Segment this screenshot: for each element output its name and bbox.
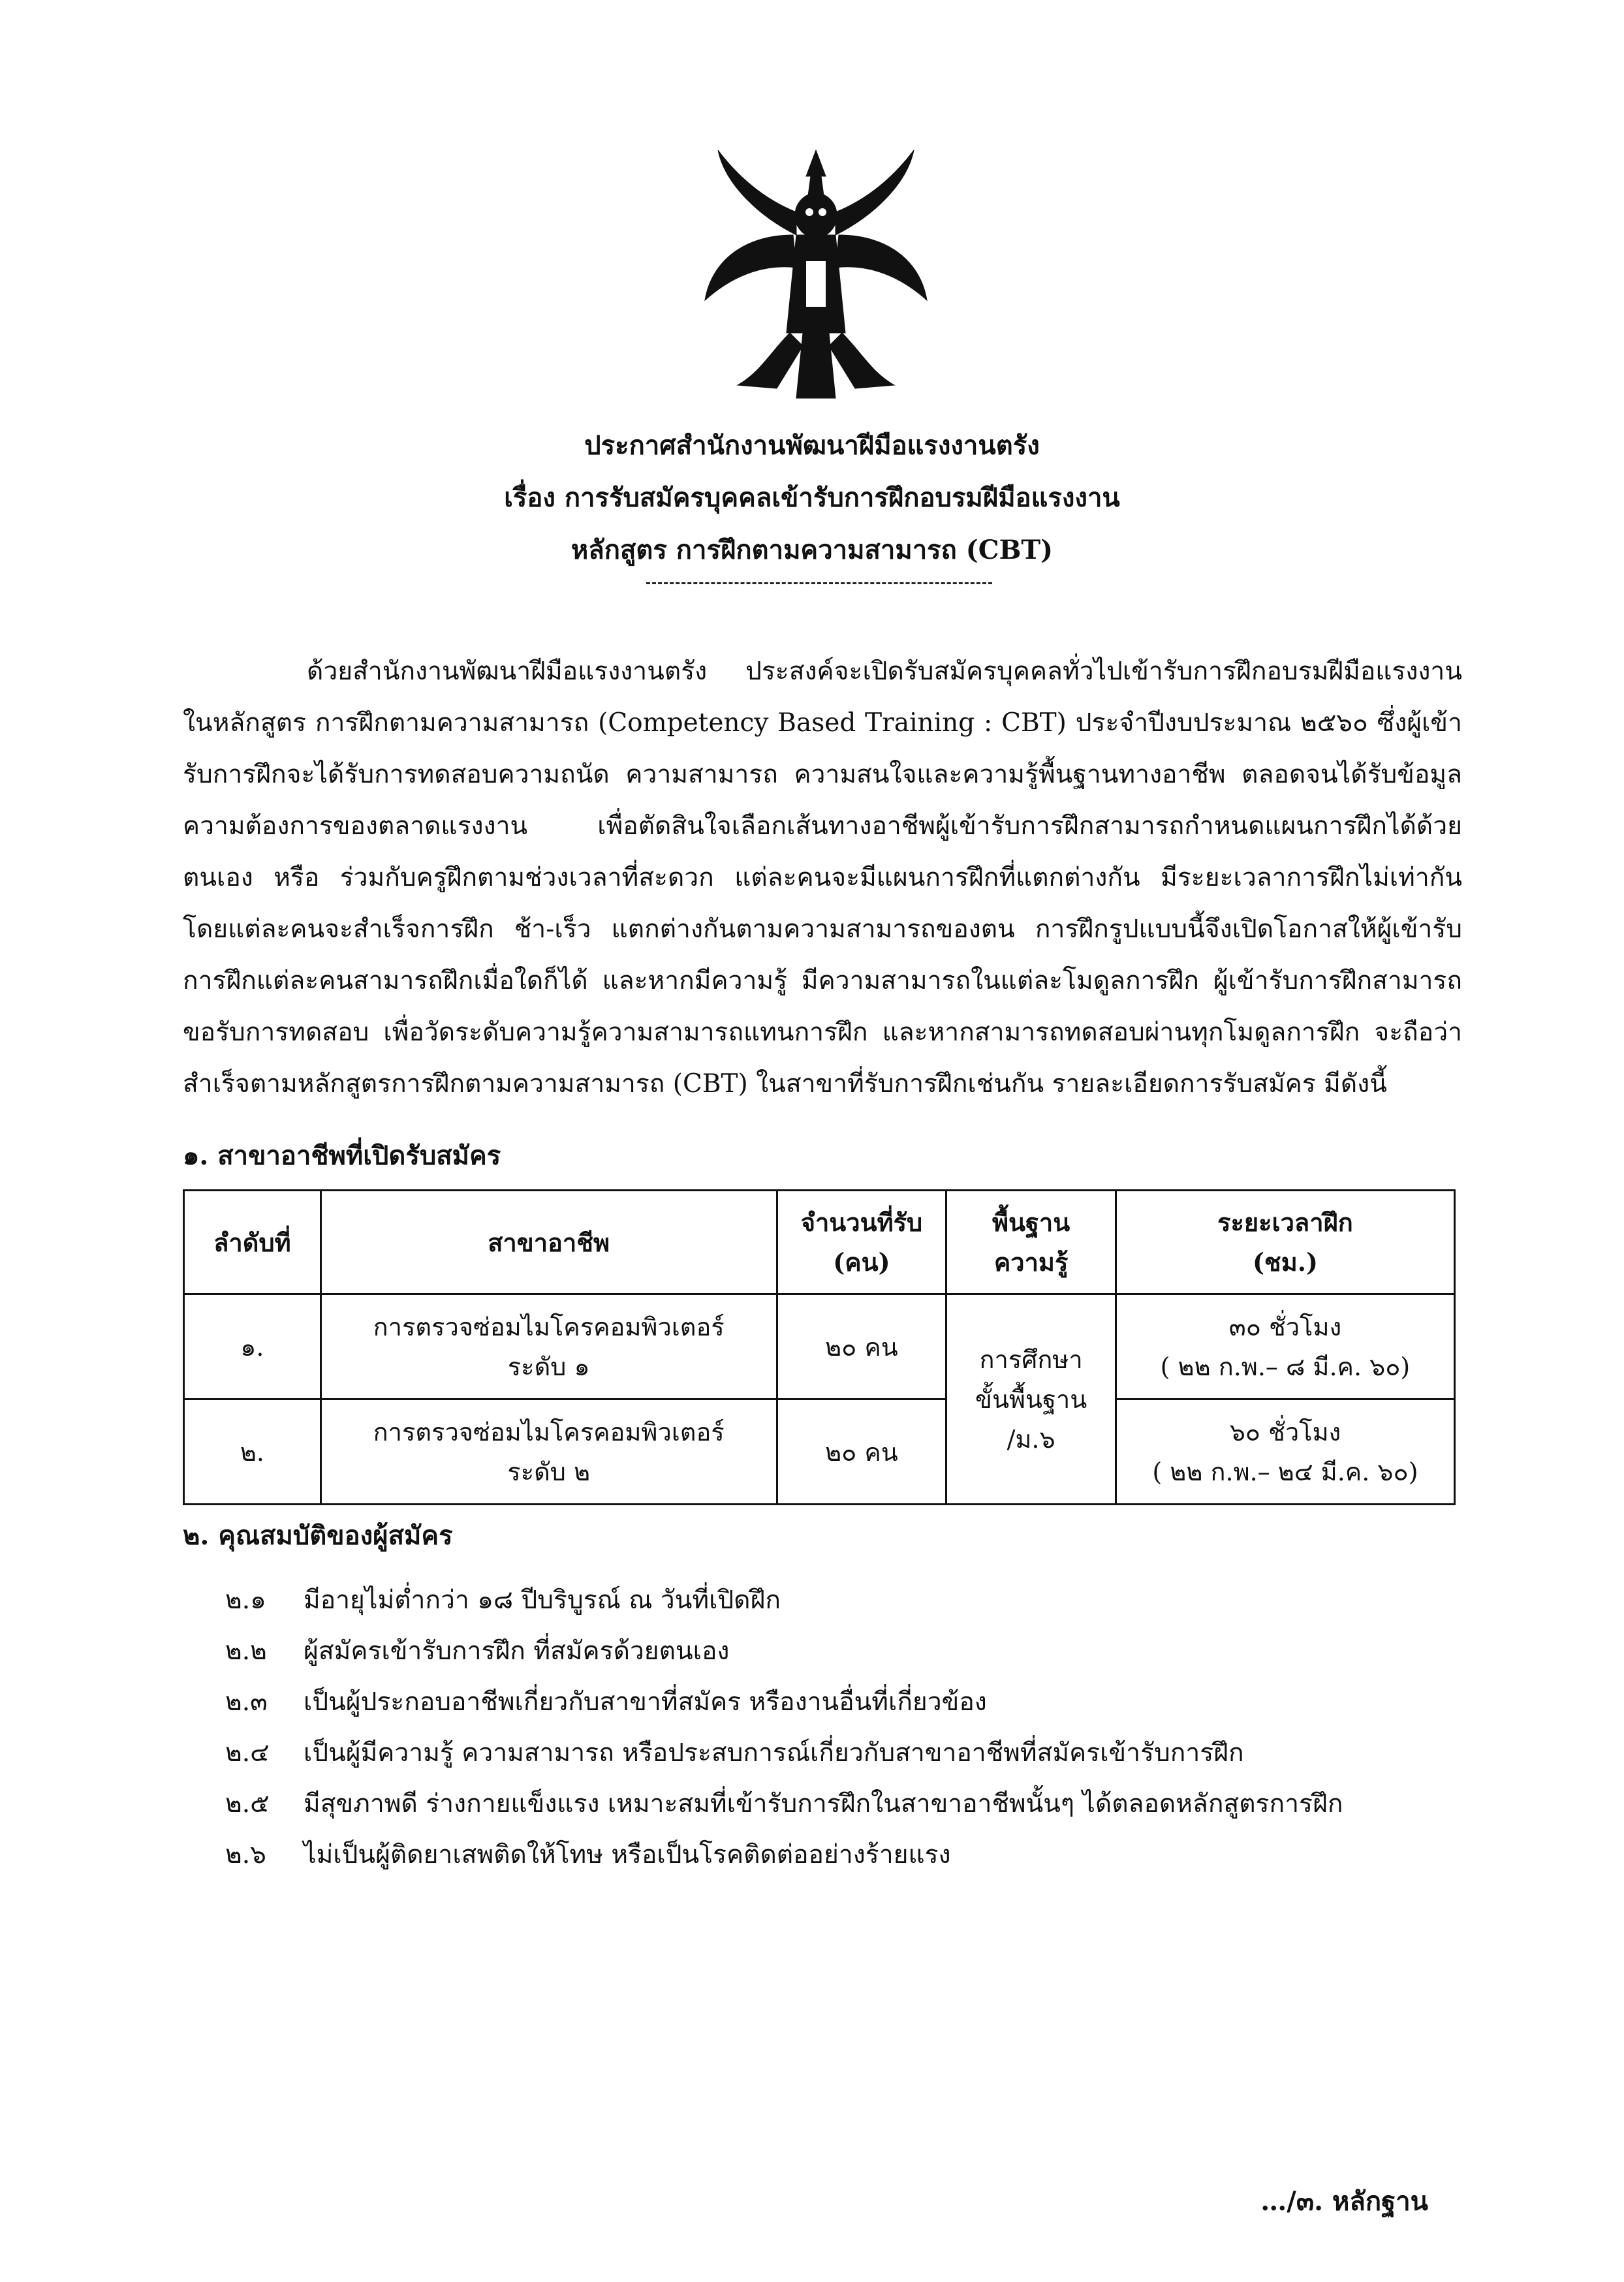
list-item-number: ๒.๒ bbox=[225, 1636, 267, 1666]
row-duration bbox=[1116, 1294, 1454, 1399]
page-continuation-note: …/๓. หลักฐาน bbox=[1260, 2186, 1428, 2217]
header-count-line1: จำนวนที่รับ bbox=[800, 1208, 923, 1237]
list-item bbox=[225, 1834, 1465, 1885]
row-duration bbox=[1116, 1399, 1454, 1505]
garuda-emblem-icon bbox=[698, 137, 933, 411]
announcement-subject: เรื่อง การรับสมัครบุคคลเข้ารับการฝึกอบรมฝีมือแรงงาน bbox=[504, 482, 1120, 513]
base-knowledge-line3: /ม.๖ bbox=[1007, 1425, 1055, 1454]
list-item-number: ๒.๑ bbox=[225, 1586, 266, 1615]
header-no: ลำดับที่ bbox=[184, 1191, 321, 1294]
list-item-text: ไม่เป็นผู้ติดยาเสพติดให้โทษ หรือเป็นโรคติดต่ออย่างร้ายแรง bbox=[304, 1840, 951, 1869]
list-item-number: ๒.๓ bbox=[225, 1687, 268, 1717]
header-base-line1: พื้นฐาน bbox=[992, 1208, 1070, 1237]
list-item-number: ๒.๖ bbox=[225, 1840, 266, 1869]
table-header-row bbox=[184, 1191, 1455, 1294]
base-knowledge-cell bbox=[946, 1294, 1116, 1505]
list-item-number: ๒.๕ bbox=[225, 1789, 270, 1819]
list-item bbox=[225, 1732, 1465, 1783]
row-count: ๒๐ คน bbox=[777, 1294, 946, 1399]
table-row bbox=[184, 1294, 1455, 1399]
row-branch-line2: ระดับ ๑ bbox=[507, 1352, 590, 1381]
row-no: ๑. bbox=[184, 1294, 321, 1399]
base-knowledge-line2: ขั้นพื้นฐาน bbox=[975, 1385, 1087, 1414]
row-duration-dates: ( ๒๒ ก.พ.– ๒๔ มี.ค. ๖๐) bbox=[1152, 1458, 1418, 1486]
header-count bbox=[777, 1191, 946, 1294]
row-duration-hours: ๓๐ ชั่วโมง bbox=[1228, 1313, 1342, 1341]
announcement-course: หลักสูตร การฝึกตามความสามารถ (CBT) bbox=[570, 535, 1054, 565]
header-duration-line2: (ชม.) bbox=[1252, 1247, 1318, 1277]
row-duration-dates: ( ๒๒ ก.พ.– ๘ มี.ค. ๖๐) bbox=[1160, 1352, 1411, 1381]
row-branch-line1: การตรวจซ่อมไมโครคอมพิวเตอร์ bbox=[373, 1418, 725, 1446]
header-base-line2: ความรู้ bbox=[993, 1247, 1069, 1277]
header-duration bbox=[1116, 1191, 1454, 1294]
row-branch bbox=[320, 1399, 777, 1505]
intro-paragraph: ด้วยสำนักงานพัฒนาฝีมือแรงงานตรัง ประสงค์จะเปิดรับสมัครบุคคลทั่วไปเข้ารับการฝึกอบรมฝีมือแรงงาน ในหลักสูตร การฝึกตามความสามารถ (Competency Based Training : CBT) ประจำปีงบประมาณ ๒๕๖๐ ซึ่งผู้เข้ารับการฝึกจะได้รับการทดสอบความถนัด ความสามารถ ความสนใจและความรู้พื้นฐานทางอาชีพ ตลอดจนได้รับข้อมูลความต้องการของตลาดแรงงาน เพื่อตัดสินใจเลือกเส้นทางอาชีพผู้เข้ารับการฝึกสามารถกำหนดแผนการฝึกได้ด้วยตนเอง หรือ ร่วมกับครูฝึกตามช่วงเวลาที่สะดวก แต่ละคนจะมีแผนการฝึกที่แตกต่างกัน มีระยะเวลาการฝึกไม่เท่ากัน โดยแต่ละคนจะสำเร็จการฝึก ช้า-เร็ว แตกต่างกันตามความสามารถของตน การฝึกรูปแบบนี้จึงเปิดโอกาสให้ผู้เข้ารับการฝึกแต่ละคนสามารถฝึกเมื่อใดก็ได้ และหากมีความรู้ มีความสามารถในแต่ละโมดูลการฝึก ผู้เข้ารับการฝึกสามารถขอรับการทดสอบ เพื่อวัดระดับความรู้ความสามารถแทนการฝึก และหากสามารถทดสอบผ่านทุกโมดูลการฝึก จะถือว่าสำเร็จตามหลักสูตรการฝึกตามความสามารถ (CBT) ในสาขาที่รับการฝึกเช่นกัน รายละเอียดการรับสมัคร มีดังนี้ bbox=[183, 657, 1462, 1099]
header-base bbox=[946, 1191, 1116, 1294]
row-branch-line2: ระดับ ๒ bbox=[507, 1458, 591, 1486]
row-branch-line1: การตรวจซ่อมไมโครคอมพิวเตอร์ bbox=[373, 1313, 725, 1341]
section-2-title: ๒. คุณสมบัติของผู้สมัคร bbox=[183, 1520, 453, 1551]
header-branch: สาขาอาชีพ bbox=[320, 1191, 777, 1294]
base-knowledge-line1: การศึกษา bbox=[979, 1345, 1083, 1374]
list-item-text: ผู้สมัครเข้ารับการฝึก ที่สมัครด้วยตนเอง bbox=[304, 1636, 730, 1666]
list-item-text: มีอายุไม่ต่ำกว่า ๑๘ ปีบริบูรณ์ ณ วันที่เปิดฝึก bbox=[304, 1586, 781, 1615]
list-item bbox=[225, 1580, 1465, 1631]
table-row bbox=[184, 1399, 1455, 1505]
announcement-title: ประกาศสำนักงานพัฒนาฝีมือแรงงานตรัง bbox=[584, 430, 1040, 461]
row-no: ๒. bbox=[184, 1399, 321, 1505]
list-item bbox=[225, 1631, 1465, 1681]
list-item bbox=[225, 1783, 1465, 1834]
section-1-title: ๑. สาขาอาชีพที่เปิดรับสมัคร bbox=[183, 1140, 501, 1171]
row-duration-hours: ๖๐ ชั่วโมง bbox=[1229, 1418, 1341, 1446]
occupation-table bbox=[183, 1189, 1456, 1505]
list-item-text: มีสุขภาพดี ร่างกายแข็งแรง เหมาะสมที่เข้ารับการฝึกในสาขาอาชีพนั้นๆ ได้ตลอดหลักสูตรการฝึก bbox=[304, 1789, 1343, 1819]
qualification-list bbox=[225, 1580, 1465, 1885]
list-item-text: เป็นผู้มีความรู้ ความสามารถ หรือประสบการณ์เกี่ยวกับสาขาอาชีพที่สมัครเข้ารับการฝึก bbox=[304, 1738, 1244, 1768]
list-item-number: ๒.๔ bbox=[225, 1738, 270, 1768]
dashed-divider bbox=[646, 582, 992, 584]
row-count: ๒๐ คน bbox=[777, 1399, 946, 1505]
header-count-line2: (คน) bbox=[833, 1247, 890, 1277]
row-branch bbox=[320, 1294, 777, 1399]
list-item bbox=[225, 1681, 1465, 1732]
header-duration-line1: ระยะเวลาฝึก bbox=[1217, 1208, 1353, 1237]
list-item-text: เป็นผู้ประกอบอาชีพเกี่ยวกับสาขาที่สมัคร หรืองานอื่นที่เกี่ยวข้อง bbox=[304, 1687, 987, 1717]
